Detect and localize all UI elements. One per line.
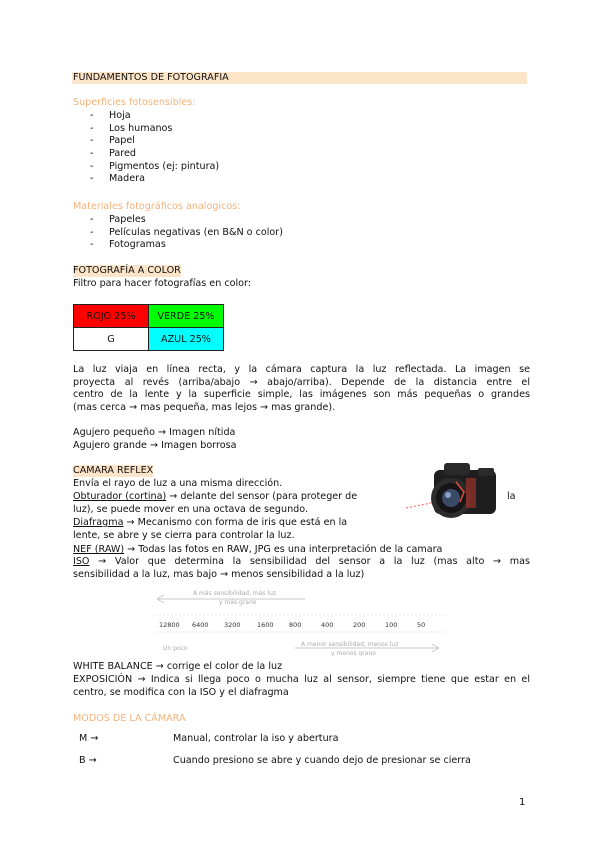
mode-key: B → [79, 755, 97, 766]
mode-key: M → [79, 733, 99, 744]
list-item: - Películas negativas (en B&N o color) [90, 227, 283, 240]
paragraph-line: (mas cerca → mas pequeña, mas lejos → mas grande). [73, 401, 336, 413]
iso-value-label: 200 [353, 621, 366, 629]
iso-value-label: 400 [321, 621, 334, 629]
list-item: - Papel [90, 135, 219, 148]
diaphragm-line-2: lente, se abre y se cierra para controlar la luz. [73, 530, 295, 541]
iso-value-label: 3200 [224, 621, 241, 629]
scale-top-label-2: y más grano [219, 599, 257, 606]
sensitive-heading: Superficies fotosensibles: [73, 97, 196, 108]
mode-desc: Cuando presiono se abre y cuando dejo de presionar se cierra [173, 755, 471, 766]
iso-value-label: 1600 [257, 621, 274, 629]
mode-desc: Manual, controlar la iso y abertura [173, 733, 339, 744]
iso-value-label: 6400 [192, 621, 209, 629]
analog-list [90, 214, 283, 252]
iso-term: ISO [73, 556, 90, 567]
paragraph-line: proyecta al revés (arriba/abajo → abajo/arriba). Depende de la distancia entre el [73, 376, 530, 388]
modes-heading: MODOS DE LA CÁMARA [73, 713, 186, 724]
white-balance-line: WHITE BALANCE → corrige el color de la luz [73, 661, 283, 672]
paragraph-line: sensibilidad a la luz, mas bajo → menos sensibilidad a la luz) [73, 568, 365, 580]
light-paragraph [73, 364, 530, 414]
paragraph-line: EXPOSICIÓN → Indica si llega poco o mucha luz al sensor, siempre tiene que estar en el [73, 674, 530, 685]
list-item: - Pigmentos (ej: pintura) [90, 161, 219, 174]
paragraph-line: centro de la lente y la superficie simple, las imágenes son más pequeñas o grandes [73, 389, 530, 401]
list-item: - Los humanos [90, 123, 219, 136]
shutter-term: Obturador (cortina) [73, 491, 167, 502]
color-heading: FOTOGRAFÍA A COLOR [73, 265, 181, 276]
list-item: - Papeles [90, 214, 283, 227]
iso-value-label: 50 [417, 621, 426, 629]
diaphragm-term: Diafragma [73, 517, 124, 528]
nef-term: NEF (RAW) [73, 544, 125, 555]
reflex-line-1: Envía el rayo de luz a una misma dirección. [73, 478, 283, 489]
iso-paragraph [73, 556, 530, 581]
iso-value-label: 100 [385, 621, 398, 629]
color-filter-table [73, 304, 224, 351]
list-item: - Hoja [90, 110, 219, 123]
shutter-line-2: luz), se puede mover en una octava de segundo. [73, 504, 309, 515]
filter-g-cell: G [74, 328, 149, 351]
shutter-text: → delante del sensor (para proteger de [166, 491, 358, 502]
iso-text: → Valor que determina la sensibilidad del sensor a la luz (mas alto → mas [89, 556, 530, 567]
iso-value-label: 12800 [159, 621, 180, 629]
page-number: 1 [519, 797, 526, 808]
paragraph-line [73, 556, 530, 569]
sensitive-list [90, 110, 219, 186]
diaphragm-line [73, 517, 347, 529]
exposure-paragraph [73, 674, 530, 699]
shutter-line [73, 491, 357, 503]
filter-red-cell: ROJO 25% [74, 305, 149, 328]
list-item: - Fotogramas [90, 239, 283, 252]
paragraph-line: centro, se modifica con la ISO y el diafragma [73, 686, 289, 698]
analog-heading: Materiales fotográficos analogicos: [73, 201, 241, 212]
color-intro: Filtro para hacer fotografías en color: [73, 278, 252, 289]
mode-row [79, 755, 97, 766]
hole-big: Agujero grande → Imagen borrosa [73, 440, 237, 451]
nef-line [73, 544, 442, 556]
page-title: FUNDAMENTOS DE FOTOGRAFIA [73, 72, 229, 83]
iso-value-label: 800 [289, 621, 302, 629]
scale-bottom-left: Un poco [163, 645, 188, 652]
shutter-end: la [507, 491, 516, 502]
paragraph-line: La luz viaja en línea recta, y la cámara captura la luz reflectada. La imagen se [73, 364, 530, 375]
reflex-heading: CAMARA REFLEX [73, 465, 154, 476]
nef-text: → Todas las fotos en RAW, JPG es una interpretación de la camara [124, 544, 443, 555]
diaphragm-text: → Mecanismo con forma de iris que está en la [123, 517, 348, 528]
mode-row [79, 733, 98, 744]
list-item: - Madera [90, 173, 219, 186]
list-item: - Pared [90, 148, 219, 161]
scale-bottom-right-2: y menos grano [331, 650, 376, 656]
iso-scale-diagram [155, 584, 445, 656]
filter-blue-cell: AZUL 25% [149, 328, 224, 351]
scale-top-label-1: A más sensibilidad, más luz [193, 590, 277, 597]
scale-bottom-right-1: A menor sensibilidad, menos luz [301, 641, 399, 648]
hole-small: Agujero pequeño → Imagen nítida [73, 427, 236, 438]
camera-image [406, 458, 502, 528]
filter-green-cell: VERDE 25% [149, 305, 224, 328]
